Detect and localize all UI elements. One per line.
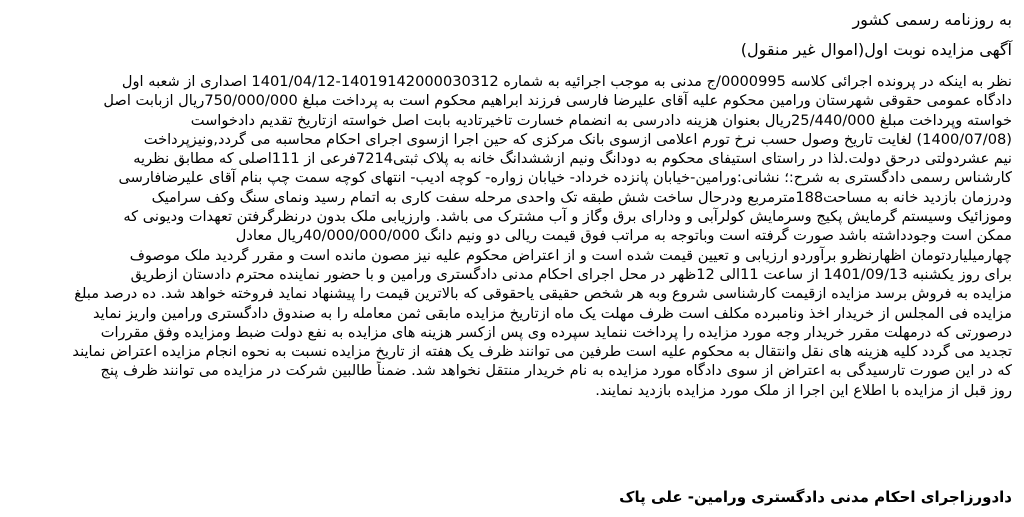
notice-body xyxy=(18,72,1012,400)
body-line: مزایده به فروش برسد مزایده ازقیمت کارشناسی شروع وبه هر شخص حقیقی یاحقوقی که بالاترین قیمت را پیشنهاد نماید فروخته خواهد شد. ده درصد مبلغ xyxy=(74,285,1012,303)
body-line: نیم عشردولتی درحق دولت.لذا در راستای استیفای محکوم به دودانگ ونیم ازششدانگ خانه به پلاک ثبتی7214فرعی از 111اصلی که مطابق نظریه xyxy=(133,150,1012,168)
body-line: درصورتی که درمهلت مقرر خریدار وجه مورد مزایده را پرداخت ننماید سپرده وی پس ازکسر هزینه های مزایده به نفع دولت ضبط ومزایده وفق مقررات xyxy=(100,323,1012,341)
signature: دادورزاجرای احکام مدنی دادگستری ورامین- علی پاک xyxy=(619,488,1012,506)
body-line: (1400/07/08) لغایت تاریخ وصول حسب نرخ تورم اعلامی ازسوی بانک مرکزی که حین اجرا ازسوی اجرای احکام محاسبه می گردد,ونیزپرداخت xyxy=(143,130,1012,148)
body-line: تجدید می گردد کلیه هزینه های نقل وانتقال به محکوم علیه است طرفین می توانند ظرف یک هفته از تاریخ مزایده نسبت به نحوه انجام مزایده اعتراض نمایند xyxy=(72,343,1012,361)
body-line: نظر به اینکه در پرونده اجرائی کلاسه 0000995/ج مدنی به موجب اجرائیه به شماره 14019142000030312-1401/04/12 اصداری از شعبه اول xyxy=(121,73,1012,90)
newspaper-label: به روزنامه رسمی کشور xyxy=(852,10,1012,29)
body-line: که در این صورت تارسیدگی به اعتراض از سوی دادگاه مورد مزایده به نام خریدار منتقل نخواهد شد. ضمناً طالبین شرکت در مزایده می توانند ظرف پنج xyxy=(100,362,1012,380)
body-line: چهارمیلیاردتومان اظهارنظرو برآوردو ارزیابی و تعیین قیمت شده است و از اعتراض محکوم علیه نیز مصون مانده است و مقرر گردید ملک موصوف xyxy=(129,246,1012,264)
body-line: برای روز یکشنبه 1401/09/13 از ساعت 11الی 12ظهر در محل اجرای احکام مدنی دادگستری ورامین و با حضور نماینده محترم دادستان ازطریق xyxy=(130,265,1012,283)
body-line: روز قبل از مزایده با اطلاع این اجرا از ملک مورد مزایده بازدید نمایند. xyxy=(595,381,1012,399)
notice-title: آگهی مزایده نوبت اول(اموال غیر منقول) xyxy=(740,40,1012,59)
body-line: دادگاه عمومی حقوقی شهرستان ورامین محکوم علیه آقای علیرضا فارسی فرزند ابراهیم محکوم است به پرداخت مبلغ 750/000/000ریال ازبابت اصل xyxy=(103,92,1012,110)
body-line: وموزائیک وسیستم گرمایش پکیج وسرمایش کولرآبی و ودارای برق وگاز و آب مشترک می باشد. وارزیابی ملک بدون درنظرگرفتن تعهدات ودیونی که xyxy=(123,208,1012,226)
body-line: ممکن است وجودداشته باشد صورت گرفته است وباتوجه به مراتب فوق قیمت ریالی دو ونیم دانگ 40/000/000/000ریال معادل xyxy=(235,227,1012,245)
body-line: کارشناس رسمی دادگستری به شرح:؛ نشانی:ورامین-خیابان پانزده خرداد- خیابان زواره- کوچه ادیب- انتهای کوچه سمت چپ بنام آقای علیرضافارسی xyxy=(118,169,1012,187)
body-line: ودرزمان بازدید خانه به مساحت188مترمربع ودرحال ساخت شش طبقه تک واحدی مرحله سفت کاری به اتمام رسید ونمای سنگ وکف سرامیک xyxy=(151,188,1012,206)
body-line: خواسته وپرداخت مبلغ 25/440/000ریال بعنوان هزینه دادرسی به انضمام خسارت تاخیرتادیه بابت اصل خواسته ازتاریخ تقدیم دادخواست xyxy=(190,111,1012,129)
body-line: مزایده فی المجلس از خریدار اخذ ونامبرده مکلف است ظرف مهلت یک ماه ازتاریخ مزایده مابقی ثمن معامله را به صندوق دادگستری ورامین واریز نماید xyxy=(92,304,1012,322)
